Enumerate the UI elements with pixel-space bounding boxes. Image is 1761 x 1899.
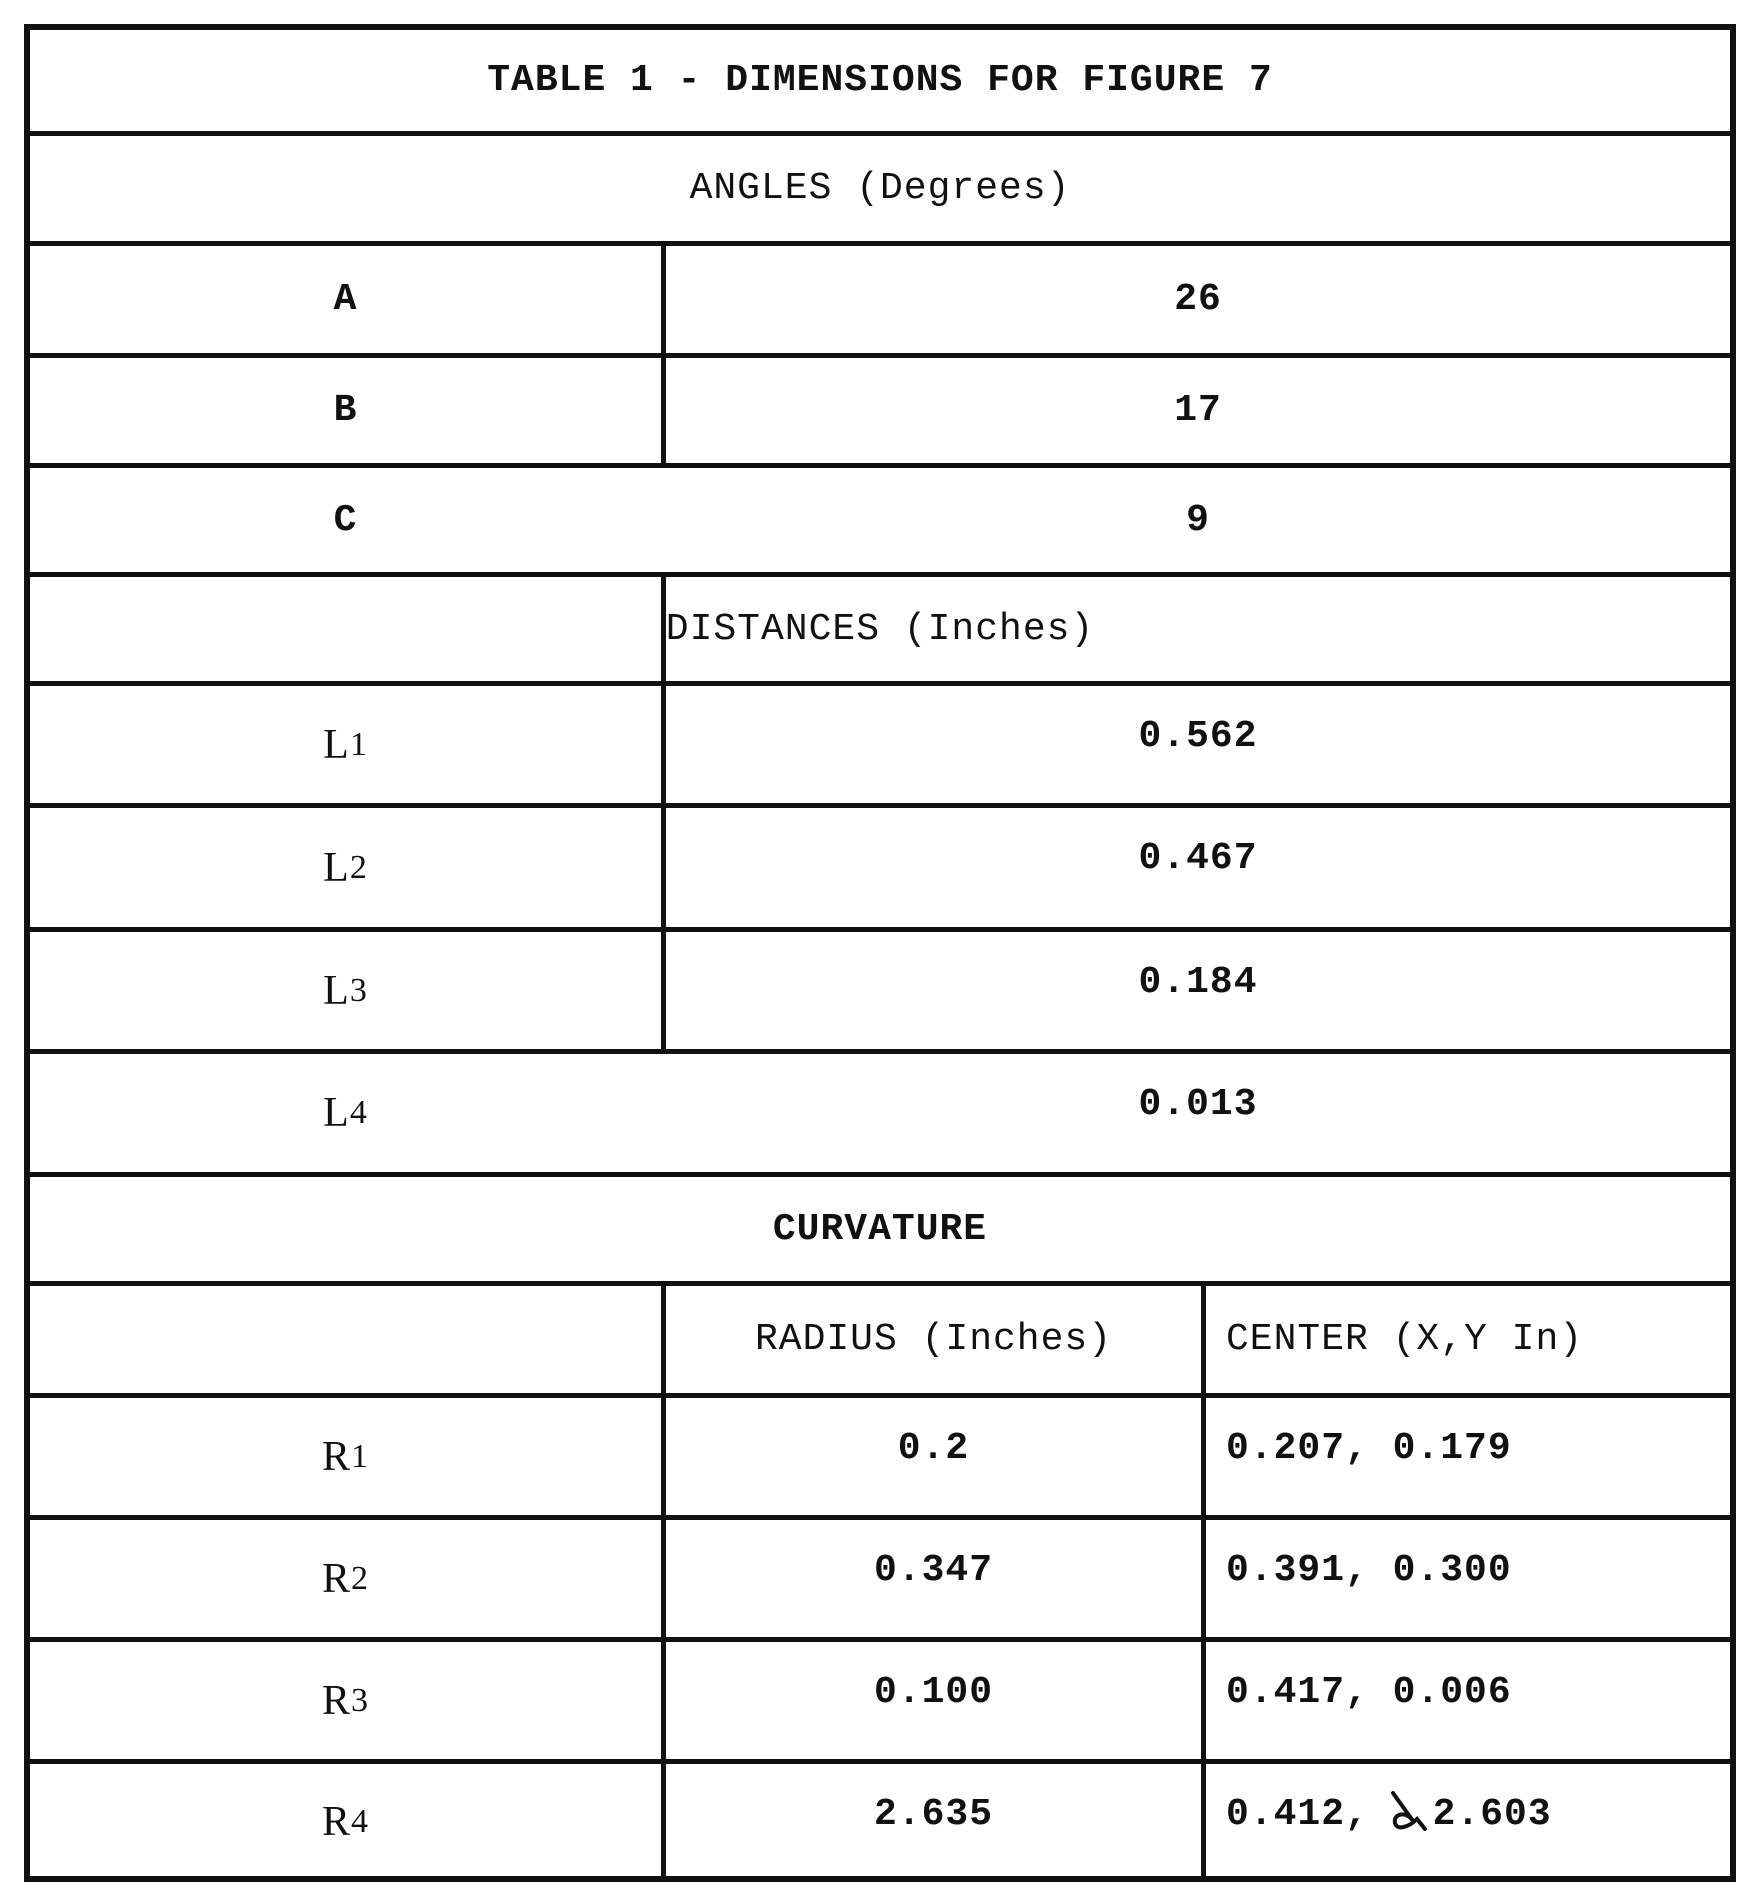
- center-x: 0.412,: [1226, 1793, 1393, 1836]
- distance-label: [30, 686, 661, 803]
- angle-label: C: [30, 468, 661, 572]
- label-text: R: [322, 1677, 351, 1725]
- subscript: 3: [351, 1682, 369, 1720]
- distance-label: [30, 1054, 661, 1172]
- subscript: 2: [351, 1560, 369, 1598]
- center-value: 0.207, 0.179: [1206, 1398, 1730, 1498]
- subscript: 1: [350, 726, 368, 764]
- angle-value: 26: [666, 246, 1730, 353]
- center-value: [1206, 1764, 1730, 1864]
- curvature-label: [30, 1520, 661, 1637]
- curvature-heading: CURVATURE: [30, 1177, 1730, 1281]
- distance-value: 0.467: [666, 808, 1730, 908]
- radius-value: 2.635: [666, 1764, 1201, 1864]
- label-text: R: [322, 1798, 351, 1846]
- label-text: L: [323, 721, 350, 769]
- center-value: 0.417, 0.006: [1206, 1642, 1730, 1742]
- radius-value: 0.347: [666, 1520, 1201, 1620]
- dimensions-table: [24, 24, 1736, 1882]
- radius-value: 0.100: [666, 1642, 1201, 1742]
- subscript: 4: [351, 1803, 369, 1841]
- angles-heading: ANGLES (Degrees): [30, 136, 1730, 241]
- center-y: 2.603: [1433, 1793, 1552, 1836]
- table-title: TABLE 1 - DIMENSIONS FOR FIGURE 7: [30, 30, 1730, 131]
- subscript: 2: [350, 849, 368, 887]
- center-column-header: CENTER (X,Y In): [1206, 1286, 1730, 1393]
- label-text: L: [323, 967, 350, 1015]
- distance-value: 0.013: [666, 1054, 1730, 1154]
- label-text: R: [322, 1433, 351, 1481]
- angle-value: 17: [666, 358, 1730, 463]
- angle-value: 9: [666, 468, 1730, 572]
- subscript: 4: [350, 1094, 368, 1132]
- distances-heading: DISTANCES (Inches): [30, 577, 1730, 681]
- distance-label: [30, 808, 661, 927]
- distance-value: 0.184: [666, 932, 1730, 1032]
- label-text: L: [323, 844, 350, 892]
- curvature-label: [30, 1398, 661, 1515]
- label-text: L: [323, 1089, 350, 1137]
- angle-label: B: [30, 358, 661, 463]
- distance-label: [30, 932, 661, 1049]
- subscript: 1: [351, 1438, 369, 1476]
- center-value: 0.391, 0.300: [1206, 1520, 1730, 1620]
- handwritten-correction-mark: [1387, 1789, 1431, 1839]
- curvature-label: [30, 1764, 661, 1880]
- subscript: 3: [350, 972, 368, 1010]
- radius-column-header: RADIUS (Inches): [666, 1286, 1201, 1393]
- radius-value: 0.2: [666, 1398, 1201, 1498]
- curvature-label: [30, 1642, 661, 1759]
- label-text: R: [322, 1555, 351, 1603]
- distance-value: 0.562: [666, 686, 1730, 786]
- angle-label: A: [30, 246, 661, 353]
